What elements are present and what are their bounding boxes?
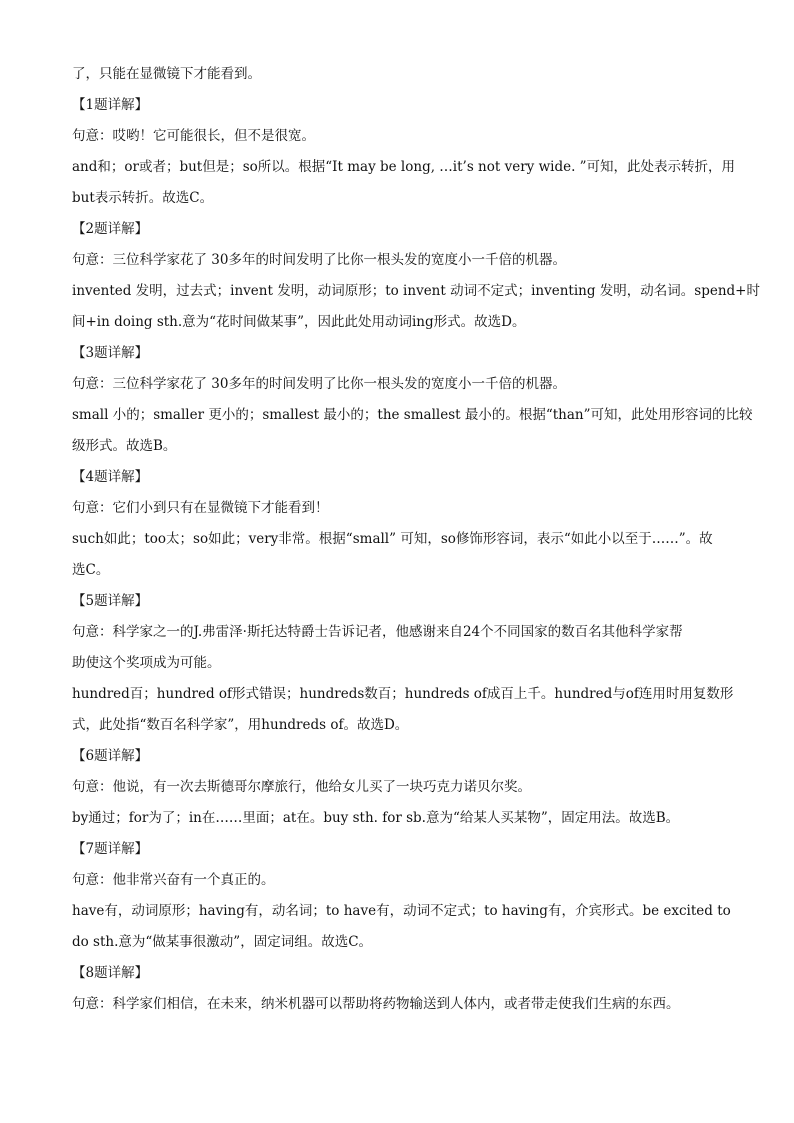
- translation-line: 句意：哎哟！它可能很长，但不是很宽。: [72, 128, 315, 144]
- explanation-line: 间+in doing sth.意为“花时间做某事”，因此此处用动词ing形式。故选D。: [72, 314, 526, 330]
- section-heading: 【6题详解】: [72, 748, 149, 764]
- explanation-line: 选C。: [72, 562, 110, 578]
- section-3: [72, 338, 753, 462]
- translation-line: 句意：他说，有一次去斯德哥尔摩旅行，他给女儿买了一块巧克力诺贝尔奖。: [72, 779, 531, 795]
- section-4: [72, 462, 722, 586]
- explanation-line: small 小的；smaller 更小的；smallest 最小的；the smallest 最小的。根据“than”可知，此处用形容词的比较: [72, 407, 753, 423]
- section-heading: 【5题详解】: [72, 593, 149, 609]
- section-heading: 【8题详解】: [72, 965, 149, 981]
- translation-line: 句意：三位科学家花了 30多年的时间发明了比你一根头发的宽度小一千倍的机器。: [72, 252, 566, 268]
- explanation-line: hundred百；hundred of形式错误；hundreds数百；hundreds of成百上千。hundred与of连用时用复数形: [72, 686, 734, 702]
- translation-line: 句意：三位科学家花了 30多年的时间发明了比你一根头发的宽度小一千倍的机器。: [72, 376, 566, 392]
- explanation-line: 级形式。故选B。: [72, 438, 177, 454]
- translation-line: 句意：科学家之一的J.弗雷泽·斯托达特爵士告诉记者，他感谢来自24个不同国家的数百名其他科学家帮: [72, 624, 683, 640]
- translation-line: 助使这个奖项成为可能。: [72, 655, 221, 671]
- section-heading: 【1题详解】: [72, 97, 149, 113]
- section-7: [72, 834, 731, 958]
- translation-line: 句意：科学家们相信，在未来，纳米机器可以帮助将药物输送到人体内，或者带走使我们生病的东西。: [72, 996, 680, 1012]
- explanation-line: but表示转折。故选C。: [72, 190, 214, 206]
- explanation-line: by通过；for为了；in在……里面；at在。buy sth. for sb.意为“给某人买某物”，固定用法。故选B。: [72, 810, 680, 826]
- section-heading: 【4题详解】: [72, 469, 149, 485]
- explanation-line: 式，此处指“数百名科学家”，用hundreds of。故选D。: [72, 717, 409, 733]
- explanation-line: have有，动词原形；having有，动名词；to have有，动词不定式；to having有，介宾形式。be excited to: [72, 903, 731, 919]
- document-body: [72, 59, 760, 1020]
- explanation-line: do sth.意为“做某事很激动”，固定词组。故选C。: [72, 934, 373, 950]
- explanation-line: and和；or或者；but但是；so所以。根据“It may be long, …it’s not very wide. ”可知，此处表示转折，用: [72, 159, 736, 175]
- explanation-line: such如此；too太；so如此；very非常。根据“small” 可知，so修饰形容词，表示“如此小以至于……”。故: [72, 531, 713, 547]
- section-heading: 【7题详解】: [72, 841, 149, 857]
- section-5: [72, 586, 734, 741]
- section-2: [72, 214, 760, 338]
- section-1: [72, 90, 736, 214]
- translation-line: 句意：它们小到只有在显微镜下才能看到！: [72, 500, 329, 516]
- section-8: [72, 958, 722, 1020]
- section-6: [72, 741, 722, 834]
- section-heading: 【2题详解】: [72, 221, 149, 237]
- translation-line: 句意：他非常兴奋有一个真正的。: [72, 872, 275, 888]
- explanation-line: invented 发明，过去式；invent 发明，动词原形；to invent 动词不定式；inventing 发明，动名词。spend+时: [72, 283, 760, 299]
- intro-line: 了，只能在显微镜下才能看到。: [72, 66, 261, 82]
- section-heading: 【3题详解】: [72, 345, 149, 361]
